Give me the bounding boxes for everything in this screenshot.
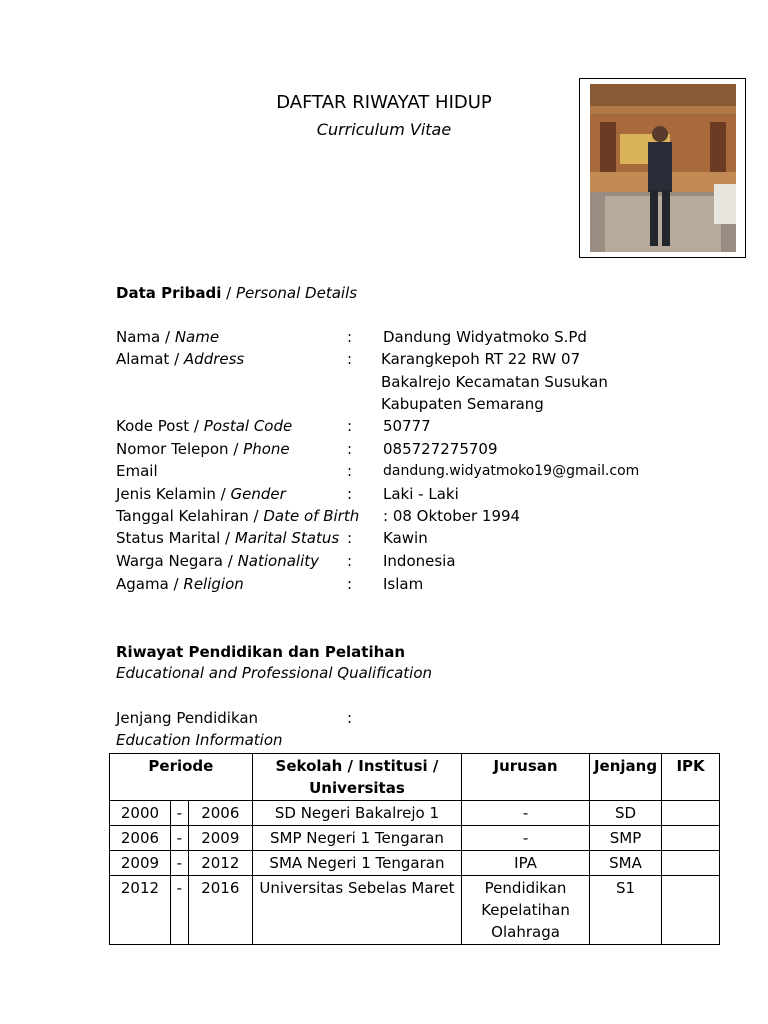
personal-details-heading: [116, 284, 357, 302]
cell-jenjang: SMP: [589, 826, 661, 851]
field-label-postal-code: [116, 417, 292, 435]
field-label-gender: [116, 485, 286, 503]
cell-dash: -: [170, 826, 188, 851]
profile-photo: [590, 84, 736, 252]
cell-jenjang: SMA: [589, 851, 661, 876]
field-label-marital: [116, 529, 339, 547]
cell-from: 2006: [110, 826, 171, 851]
label-en: Nationality: [237, 552, 320, 570]
colon: :: [347, 575, 353, 593]
label-en: Gender: [230, 485, 286, 503]
table-row: [110, 851, 720, 876]
heading-en: Personal Details: [235, 284, 358, 302]
label-en: Name: [174, 328, 220, 346]
cell-sekolah: SMP Negeri 1 Tengaran: [252, 826, 461, 851]
cell-to: 2009: [188, 826, 252, 851]
field-label-nationality: [116, 552, 319, 570]
field-value-gender: Laki - Laki: [383, 485, 459, 503]
label-id: Agama /: [116, 575, 179, 593]
label-en: Marital Status: [234, 529, 340, 547]
education-info-label: Jenjang Pendidikan: [116, 709, 259, 727]
cell-from: 2009: [110, 851, 171, 876]
field-value-address-line2: Bakalrejo Kecamatan Susukan: [381, 373, 608, 391]
table-row: [110, 801, 720, 826]
label-id: Status Marital /: [116, 529, 231, 547]
cell-dash: -: [170, 876, 188, 945]
colon: :: [347, 328, 353, 346]
colon: :: [347, 417, 353, 435]
cell-ipk: [662, 801, 720, 826]
cell-jenjang: SD: [589, 801, 661, 826]
cell-sekolah: Universitas Sebelas Maret: [252, 876, 461, 945]
field-label-name: [116, 328, 219, 346]
header-periode: Periode: [110, 754, 253, 801]
table-row: [110, 826, 720, 851]
field-label-dob: [116, 507, 359, 525]
cell-jurusan: -: [462, 801, 590, 826]
table-row: [110, 876, 720, 945]
label-en: Religion: [183, 575, 244, 593]
field-value-nationality: Indonesia: [383, 552, 456, 570]
heading-sep: /: [226, 284, 232, 302]
label-id: Email: [116, 462, 158, 480]
colon: :: [347, 350, 353, 368]
field-label-religion: [116, 575, 244, 593]
field-label-address: [116, 350, 244, 368]
label-id: Nomor Telepon /: [116, 440, 239, 458]
colon: :: [347, 440, 353, 458]
cell-ipk: [662, 826, 720, 851]
colon: :: [347, 462, 353, 480]
label-en: Date of Birth: [263, 507, 360, 525]
field-value-dob: : 08 Oktober 1994: [383, 507, 521, 525]
label-id: Kode Post /: [116, 417, 199, 435]
document-title: DAFTAR RIWAYAT HIDUP: [276, 92, 492, 113]
cell-dash: -: [170, 801, 188, 826]
cell-to: 2016: [188, 876, 252, 945]
field-label-email: [116, 462, 158, 480]
cell-from: 2000: [110, 801, 171, 826]
label-en: Postal Code: [203, 417, 293, 435]
label-id: Tanggal Kelahiran /: [116, 507, 259, 525]
label-id: Alamat /: [116, 350, 180, 368]
field-value-email: dandung.widyatmoko19@gmail.com: [383, 463, 640, 479]
cell-dash: -: [170, 851, 188, 876]
header-ipk: IPK: [662, 754, 720, 801]
label-en: Address: [183, 350, 245, 368]
colon: :: [347, 709, 353, 727]
cell-jurusan: Pendidikan Kepelatihan Olahraga: [462, 876, 590, 945]
cell-jenjang: S1: [589, 876, 661, 945]
colon: :: [347, 529, 353, 547]
field-value-address-line3: Kabupaten Semarang: [381, 395, 544, 413]
field-value-address-line1: Karangkepoh RT 22 RW 07: [381, 350, 581, 368]
education-heading: Riwayat Pendidikan dan Pelatihan: [116, 643, 406, 661]
field-value-name: Dandung Widyatmoko S.Pd: [383, 328, 587, 346]
field-value-marital: Kawin: [383, 529, 428, 547]
cell-from: 2012: [110, 876, 171, 945]
header-jurusan: Jurusan: [462, 754, 590, 801]
document-subtitle: Curriculum Vitae: [316, 120, 452, 139]
field-label-phone: [116, 440, 290, 458]
cell-ipk: [662, 851, 720, 876]
label-id: Warga Negara /: [116, 552, 233, 570]
label-id: Nama /: [116, 328, 171, 346]
cell-ipk: [662, 876, 720, 945]
label-en: Phone: [243, 440, 290, 458]
cell-jurusan: IPA: [462, 851, 590, 876]
profile-photo-frame: [579, 78, 746, 258]
header-jenjang: Jenjang: [589, 754, 661, 801]
education-info-label-en: Education Information: [116, 731, 283, 749]
colon: :: [347, 485, 353, 503]
cell-sekolah: SMA Negeri 1 Tengaran: [252, 851, 461, 876]
education-heading-en: Educational and Professional Qualification: [116, 664, 433, 682]
cell-to: 2006: [188, 801, 252, 826]
cell-jurusan: -: [462, 826, 590, 851]
heading-id: Data Pribadi: [116, 284, 222, 302]
colon: :: [347, 552, 353, 570]
field-value-postal-code: 50777: [383, 417, 431, 435]
cell-to: 2012: [188, 851, 252, 876]
field-value-phone: 085727275709: [383, 440, 498, 458]
cell-sekolah: SD Negeri Bakalrejo 1: [252, 801, 461, 826]
field-value-religion: Islam: [383, 575, 424, 593]
label-id: Jenis Kelamin /: [116, 485, 226, 503]
table-header-row: [110, 754, 720, 801]
education-table: [109, 753, 720, 945]
header-sekolah: Sekolah / Institusi / Universitas: [252, 754, 461, 801]
